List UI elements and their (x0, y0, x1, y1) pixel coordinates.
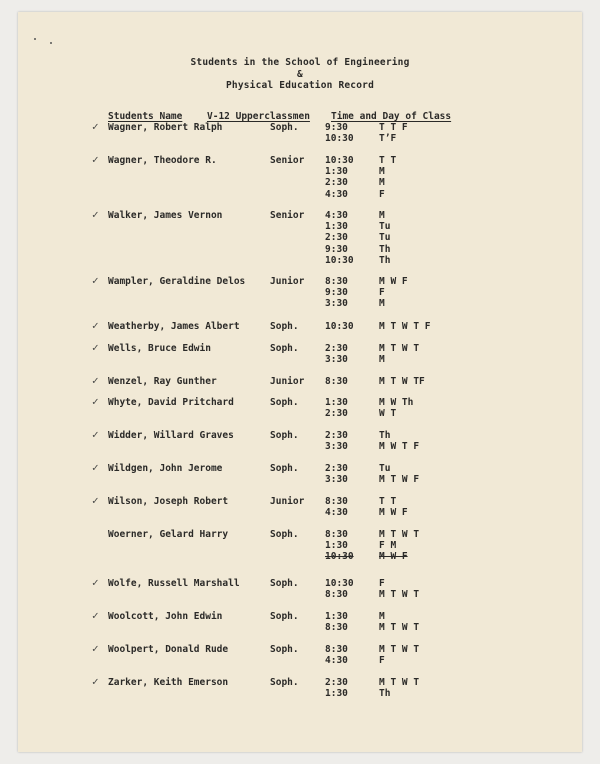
class-day: F (379, 188, 385, 200)
class-days (379, 677, 419, 699)
student-name: Whyte, David Pritchard (108, 397, 234, 408)
class-time: 10:30 (325, 578, 354, 589)
student-name: Wenzel, Ray Gunther (108, 376, 217, 387)
class-time: 1:30 (325, 611, 348, 622)
class-times (325, 210, 354, 266)
checkmark: ✓ (92, 208, 99, 221)
class-day: M W F (379, 551, 408, 563)
class-day: M W F (379, 507, 408, 519)
class-time: 1:30 (325, 166, 348, 178)
student-name: Weatherby, James Albert (108, 321, 240, 332)
class-day: F (379, 578, 385, 589)
class-days (379, 578, 419, 600)
class-time: 10:30 (325, 254, 354, 266)
class-time: 1:30 (325, 221, 348, 233)
class-time: 2:30 (325, 463, 348, 474)
class-days (379, 210, 390, 266)
class-time: 2:30 (325, 408, 348, 420)
class-day: M T W TF (379, 376, 425, 387)
student-class: Soph. (270, 578, 299, 589)
class-day: T T (379, 496, 397, 507)
checkmark: ✓ (92, 374, 99, 387)
class-time: 8:30 (325, 529, 348, 540)
checkmark: ✓ (92, 642, 99, 655)
student-entry (18, 153, 582, 200)
class-day: M T W T (379, 589, 420, 601)
student-name: Wolfe, Russell Marshall (108, 578, 240, 589)
checkmark: ✓ (92, 494, 99, 507)
class-time: 4:30 (325, 507, 348, 519)
class-time: 10:30 (325, 551, 354, 563)
class-time: 3:30 (325, 474, 348, 486)
student-name: Wells, Bruce Edwin (108, 343, 211, 354)
class-time: 4:30 (325, 188, 348, 200)
class-day: T’F (379, 133, 397, 145)
checkmark: ✓ (92, 153, 99, 166)
class-time: 2:30 (325, 430, 348, 441)
class-times (325, 276, 348, 310)
class-times (325, 321, 354, 332)
class-times (325, 496, 348, 518)
class-day: M W T F (379, 441, 420, 453)
class-days (379, 122, 408, 144)
checkmark: ✓ (92, 319, 99, 332)
class-days (379, 463, 419, 485)
student-class: Soph. (270, 644, 299, 655)
paper-speck (34, 38, 36, 40)
class-day: F (379, 287, 385, 299)
class-day: F M (379, 540, 397, 552)
class-days (379, 155, 396, 200)
student-class: Junior (270, 276, 305, 287)
class-day: Th (379, 254, 391, 266)
class-days (379, 496, 408, 518)
document-title: Students in the School of Engineering (190, 57, 410, 68)
class-times (325, 397, 348, 419)
class-day: Tu (379, 221, 391, 233)
class-day: M (379, 611, 385, 622)
student-class: Soph. (270, 122, 299, 133)
class-time: 8:30 (325, 622, 348, 634)
class-days (379, 343, 419, 365)
student-entry (18, 529, 582, 569)
class-day: W T (379, 408, 397, 420)
class-days (379, 276, 408, 310)
class-day: M W F (379, 276, 408, 287)
class-time: 1:30 (325, 397, 348, 408)
class-time: 3:30 (325, 354, 348, 366)
class-times (325, 463, 348, 485)
class-day: T T (379, 155, 397, 166)
student-name: Woolcott, John Edwin (108, 611, 223, 622)
checkmark: ✓ (92, 395, 99, 408)
student-name: Wampler, Geraldine Delos (108, 276, 246, 287)
checkmark: ✓ (92, 675, 99, 688)
class-day: M (379, 166, 385, 178)
class-day: M (379, 354, 385, 366)
student-class: Soph. (270, 343, 299, 354)
student-entry (18, 677, 582, 717)
class-time: 2:30 (325, 677, 348, 688)
class-times (325, 155, 354, 200)
class-time: 10:30 (325, 321, 354, 332)
class-time: 2:30 (325, 177, 348, 189)
class-day: T T F (379, 122, 408, 133)
student-class: Senior (270, 210, 305, 221)
class-time: 3:30 (325, 298, 348, 310)
class-times (325, 376, 348, 387)
class-day: Tu (379, 232, 391, 244)
header-time-day: Time and Day of Class (331, 111, 452, 122)
class-time: 8:30 (325, 589, 348, 601)
class-day: M T W T (379, 529, 420, 540)
student-class: Soph. (270, 677, 299, 688)
student-name: Walker, James Vernon (108, 210, 223, 221)
class-times (325, 529, 354, 563)
class-day: M T W T (379, 644, 420, 655)
class-days (379, 611, 419, 633)
student-name: Wagner, Theodore R. (108, 155, 217, 166)
class-time: 3:30 (325, 441, 348, 453)
student-class: Junior (270, 376, 305, 387)
document-title-ampersand: & (297, 69, 303, 80)
class-days (379, 376, 425, 387)
class-day: M (379, 177, 385, 189)
class-time: 9:30 (325, 287, 348, 299)
student-class: Soph. (270, 321, 299, 332)
student-entry (18, 208, 582, 266)
class-day: F (379, 655, 385, 667)
document-page (18, 12, 582, 752)
class-time: 4:30 (325, 210, 348, 221)
document-subtitle: Physical Education Record (226, 80, 374, 91)
student-name: Widder, Willard Graves (108, 430, 234, 441)
class-time: 8:30 (325, 644, 348, 655)
paper-speck (50, 42, 52, 44)
student-class: Soph. (270, 611, 299, 622)
class-time: 2:30 (325, 232, 348, 244)
class-day: M (379, 298, 385, 310)
class-times (325, 611, 348, 633)
checkmark: ✓ (92, 120, 99, 133)
class-day: Th (379, 430, 391, 441)
student-name: Woerner, Gelard Harry (108, 529, 229, 540)
checkmark: ✓ (92, 428, 99, 441)
class-time: 1:30 (325, 688, 348, 700)
student-class: Soph. (270, 430, 299, 441)
class-time: 10:30 (325, 133, 354, 145)
checkmark: ✓ (92, 461, 99, 474)
student-class: Senior (270, 155, 305, 166)
student-class: Soph. (270, 529, 299, 540)
class-days (379, 321, 430, 332)
class-days (379, 529, 419, 563)
student-name: Wilson, Joseph Robert (108, 496, 229, 507)
class-times (325, 578, 354, 600)
class-time: 9:30 (325, 243, 348, 255)
class-times (325, 677, 348, 699)
class-time: 2:30 (325, 343, 348, 354)
class-day: M T W T (379, 622, 420, 634)
class-time: 10:30 (325, 155, 354, 166)
student-class: Junior (270, 496, 305, 507)
class-day: M W Th (379, 397, 414, 408)
student-class: Soph. (270, 463, 299, 474)
student-class: Soph. (270, 397, 299, 408)
class-day: M T W T (379, 343, 420, 354)
class-time: 8:30 (325, 276, 348, 287)
student-entry (18, 276, 582, 316)
class-times (325, 343, 348, 365)
student-name: Wagner, Robert Ralph (108, 122, 223, 133)
header-class: V-12 Upperclassmen (207, 111, 310, 122)
class-time: 4:30 (325, 655, 348, 667)
header-student-name: Students Name (108, 111, 183, 122)
class-times (325, 644, 348, 666)
class-day: M T W T F (379, 321, 431, 332)
student-name: Woolpert, Donald Rude (108, 644, 229, 655)
class-times (325, 122, 354, 144)
class-time: 1:30 (325, 540, 348, 552)
checkmark: ✓ (92, 576, 99, 589)
class-time: 9:30 (325, 122, 348, 133)
class-days (379, 430, 419, 452)
class-day: M (379, 210, 385, 221)
class-time: 8:30 (325, 376, 348, 387)
class-days (379, 397, 413, 419)
class-days (379, 644, 419, 666)
student-name: Zarker, Keith Emerson (108, 677, 229, 688)
class-day: M T W F (379, 474, 420, 486)
class-day: Tu (379, 463, 391, 474)
class-time: 8:30 (325, 496, 348, 507)
class-day: Th (379, 243, 391, 255)
checkmark: ✓ (92, 274, 99, 287)
checkmark: ✓ (92, 609, 99, 622)
checkmark: ✓ (92, 341, 99, 354)
class-day: M T W T (379, 677, 420, 688)
student-name: Wildgen, John Jerome (108, 463, 223, 474)
class-times (325, 430, 348, 452)
class-day: Th (379, 688, 391, 700)
